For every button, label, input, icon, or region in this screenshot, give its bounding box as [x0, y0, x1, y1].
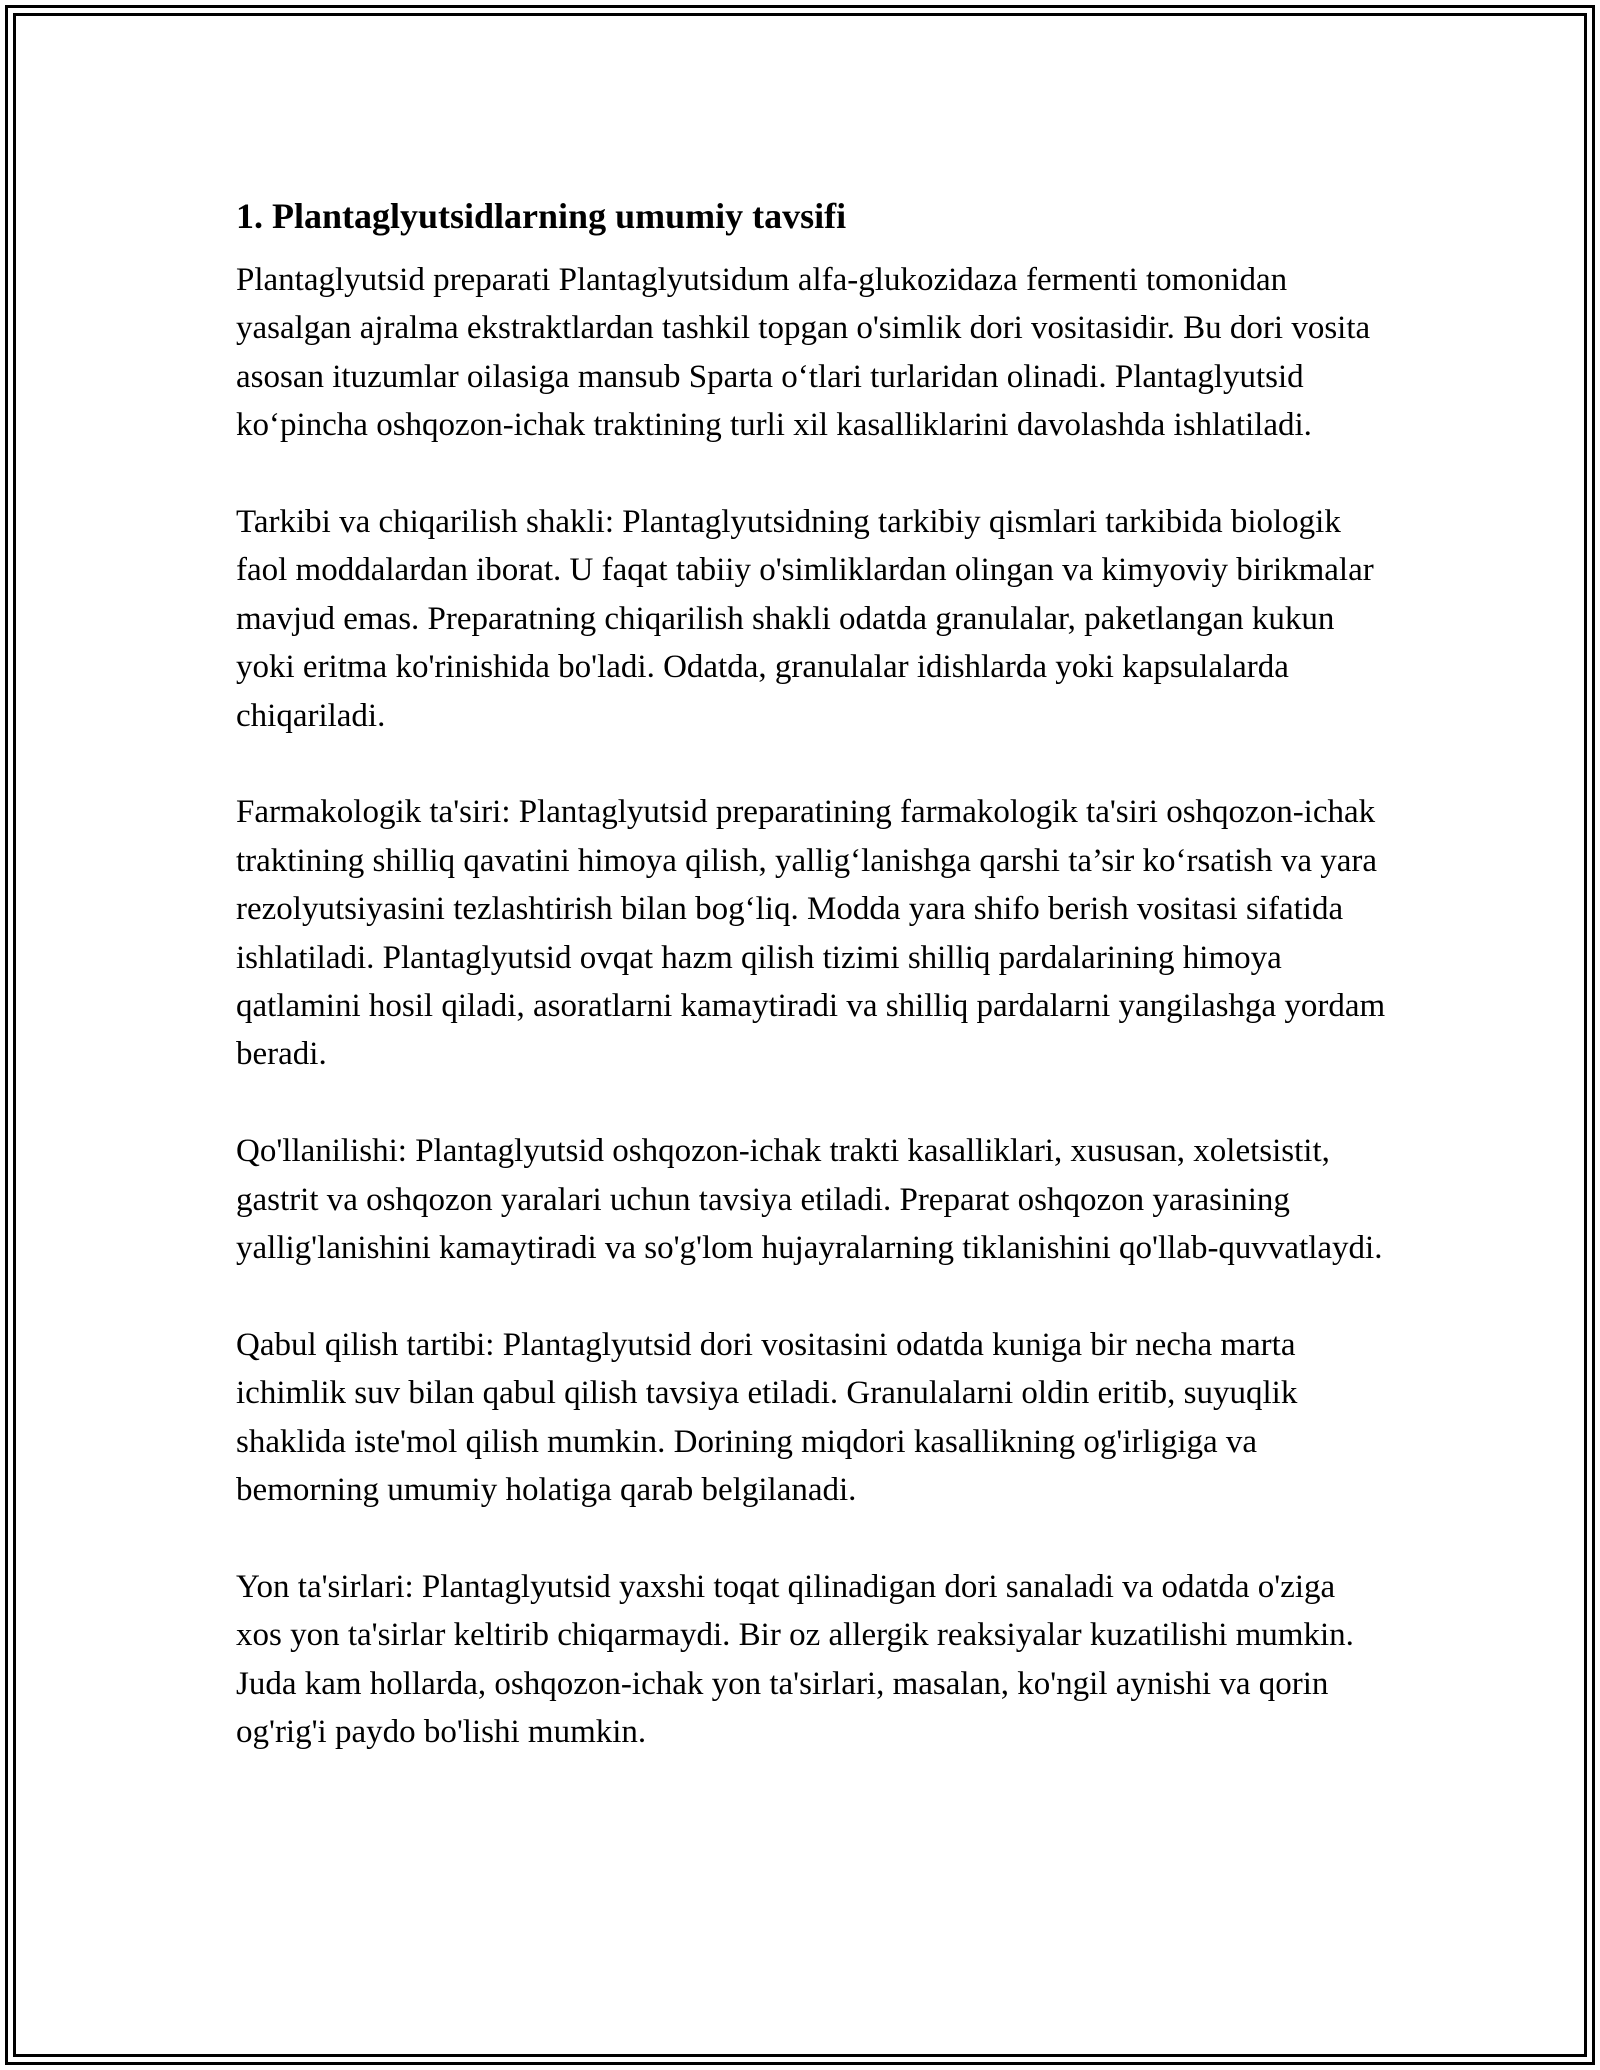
- paragraph-composition: Tarkibi va chiqarilish shakli: Plantaglyutsidning tarkibiy qismlari tarkibida biologik faol moddalardan iborat. U faqat tabiiy o'simliklardan olingan va kimyoviy birikmalar mavjud emas. Preparatning chiqarilish shakli odatda granulalar, paketlangan kukun yoki eritma ko'rinishida bo'ladi. Odatda, granulalar idishlarda yoki kapsulalarda chiqariladi.: [236, 504, 1374, 734]
- document-body: [236, 188, 1386, 1757]
- paragraph-indications: Qo'llanilishi: Plantaglyutsid oshqozon-ichak trakti kasalliklari, xususan, xoletsistit, gastrit va oshqozon yaralari uchun tavsiya etiladi. Preparat oshqozon yarasining yallig'lanishini kamaytiradi va so'g'lom hujayralarning tiklanishini qo'llab-quvvatlaydi.: [236, 1133, 1383, 1267]
- paragraph-intro: Plantaglyutsid preparati Plantaglyutsidum alfa-glukozidaza fermenti tomonidan yasalgan ajralma ekstraktlardan tashkil topgan o'simlik dori vositasidir. Bu dori vosita asosan ituzumlar oilasiga mansub Sparta o‘tlari turlaridan olinadi. Plantaglyutsid ko‘pincha oshqozon-ichak traktining turli xil kasalliklarini davolashda ishlatiladi.: [236, 262, 1371, 444]
- section-heading: 1. Plantaglyutsidlarning umumiy tavsifi: [236, 196, 847, 236]
- paragraph-dosage: Qabul qilish tartibi: Plantaglyutsid dori vositasini odatda kuniga bir necha marta ichimlik suv bilan qabul qilish tavsiya etiladi. Granulalarni oldin eritib, suyuqlik shaklida iste'mol qilish mumkin. Dorining miqdori kasallikning og'irligiga va bemorning umumiy holatiga qarab belgilanadi.: [236, 1326, 1298, 1509]
- paragraph-pharmacology: Farmakologik ta'siri: Plantaglyutsid preparatining farmakologik ta'siri oshqozon-ichak traktining shilliq qavatini himoya qilish, yallig‘lanishga qarshi ta’sir ko‘rsatish va yara rezolyutsiyasini tezlashtirish bilan bog‘liq. Modda yara shifo berish vositasi sifatida ishlatiladi. Plantaglyutsid ovqat hazm qilish tizimi shilliq pardalarining himoya qatlamini hosil qiladi, asoratlarni kamaytiradi va shilliq pardalarni yangilashga yordam beradi.: [236, 794, 1386, 1073]
- paragraph-side-effects: Yon ta'sirlari: Plantaglyutsid yaxshi toqat qilinadigan dori sanaladi va odatda o'ziga xos yon ta'sirlar keltirib chiqarmaydi. Bir oz allergik reaksiyalar kuzatilishi mumkin. Juda kam hollarda, oshqozon-ichak yon ta'sirlari, masalan, ko'ngil aynishi va qorin og'rig'i paydo bo'lishi mumkin.: [236, 1568, 1354, 1751]
